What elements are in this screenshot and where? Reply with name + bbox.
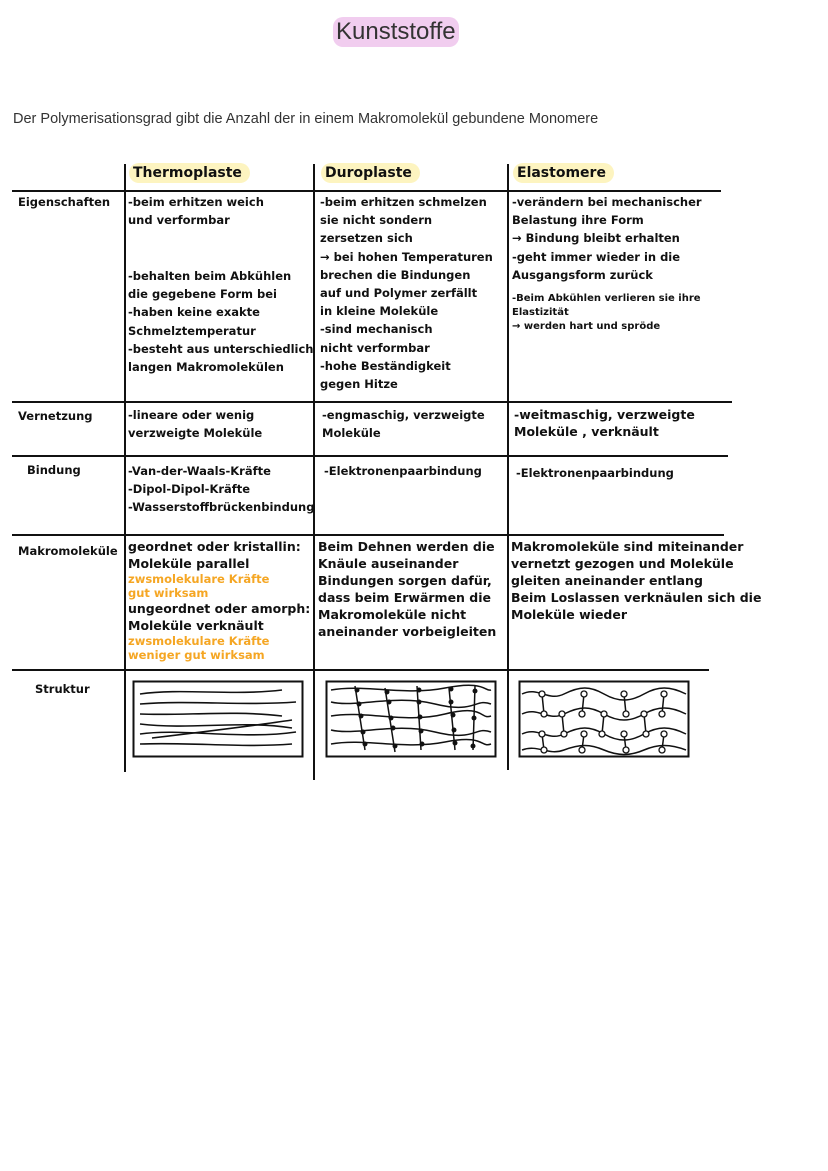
row-label-struktur: Struktur — [35, 682, 90, 696]
chain — [140, 732, 296, 735]
text-line: -behalten beim Abkühlen — [128, 269, 292, 283]
text-line: -Elektronenpaarbindung — [516, 466, 674, 480]
cell-thermo-eigenschaften-b — [128, 267, 313, 376]
node — [387, 700, 392, 705]
cell-elasto-eigenschaften-note — [512, 292, 701, 334]
text-line: -Beim Abkühlen verlieren sie ihre — [512, 293, 701, 304]
node — [449, 687, 454, 692]
cell-thermo-makromolekuele — [128, 538, 310, 662]
text-line: → werden hart und spröde — [512, 321, 661, 332]
node — [659, 747, 665, 753]
chain — [331, 739, 491, 744]
text-line: -engmaschig, verzweigte — [322, 408, 485, 422]
text-line: -verändern bei mechanischer — [512, 195, 702, 209]
page-title: Kunststoffe — [333, 17, 459, 47]
node — [473, 689, 478, 694]
text-line: Moleküle wieder — [511, 607, 628, 622]
text-line: → bei hohen Temperaturen — [320, 249, 493, 264]
chain — [140, 744, 292, 746]
orange-note: gut wirksam — [128, 586, 209, 600]
node — [579, 747, 585, 753]
cell-elasto-eigenschaften — [512, 193, 702, 284]
node — [539, 731, 545, 737]
text-line: ungeordnet oder amorph: — [128, 601, 311, 616]
column-header-thermoplaste: Thermoplaste — [129, 163, 250, 183]
node — [449, 700, 454, 705]
text-line: -lineare oder wenig — [128, 408, 255, 422]
grid-line — [12, 190, 721, 192]
text-line: -Dipol-Dipol-Kräfte — [128, 482, 251, 497]
node — [581, 731, 587, 737]
text-line: gegen Hitze — [320, 377, 398, 392]
node — [359, 714, 364, 719]
grid-line — [12, 401, 732, 403]
cell-thermo-bindung — [128, 462, 314, 517]
text-line: in kleine Moleküle — [320, 304, 439, 319]
text-line: Ausgangsform zurück — [512, 267, 653, 282]
text-line: Beim Loslassen verknäulen sich die — [511, 590, 762, 605]
cell-duro-makromolekuele — [318, 538, 496, 640]
node — [539, 691, 545, 697]
text-line: sie nicht sondern — [320, 213, 433, 228]
text-line: geordnet oder kristallin: — [128, 539, 301, 554]
orange-note: zwsmolekulare Kräfte — [128, 634, 270, 648]
node — [561, 731, 567, 737]
node — [393, 744, 398, 749]
text-line: -sind mechanisch — [320, 322, 433, 337]
text-line: Schmelztemperatur — [128, 323, 256, 338]
text-line: Moleküle parallel — [128, 556, 250, 571]
orange-note: weniger gut wirksam — [128, 648, 265, 662]
text-line: Beim Dehnen werden die — [318, 539, 495, 554]
node — [451, 713, 456, 718]
node — [661, 731, 667, 737]
node — [363, 742, 368, 747]
node — [623, 711, 629, 717]
text-line: Moleküle , verknäult — [514, 424, 659, 439]
text-line: dass beim Erwärmen die — [318, 590, 492, 605]
node — [541, 711, 547, 717]
text-line: zersetzen sich — [320, 231, 413, 246]
text-line: und verformbar — [128, 213, 230, 228]
node — [661, 691, 667, 697]
node — [579, 711, 585, 717]
grid-line — [12, 534, 724, 536]
cell-duro-bindung — [324, 462, 482, 480]
chain — [331, 728, 491, 735]
node — [452, 728, 457, 733]
node — [581, 691, 587, 697]
node — [601, 711, 607, 717]
node — [599, 731, 605, 737]
text-line: -Van-der-Waals-Kräfte — [128, 464, 271, 478]
cell-duro-eigenschaften — [320, 193, 493, 393]
cell-thermo-vernetzung — [128, 406, 262, 442]
cell-elasto-makromolekuele — [511, 538, 761, 623]
node — [643, 731, 649, 737]
text-line: Bindungen sorgen dafür, — [318, 573, 492, 588]
text-line: -besteht aus unterschiedlich — [128, 341, 314, 356]
cell-duro-vernetzung — [322, 406, 485, 442]
text-line: die gegebene Form bei — [128, 287, 277, 302]
text-line: langen Makromolekülen — [128, 360, 284, 375]
node — [541, 747, 547, 753]
text-line: brechen die Bindungen — [320, 267, 471, 282]
text-line: -weitmaschig, verzweigte — [514, 407, 695, 422]
text-line: Makromoleküle sind miteinander — [511, 539, 744, 554]
node — [357, 702, 362, 707]
text-line: Moleküle — [322, 426, 381, 441]
text-line: aneinander vorbeigleiten — [318, 624, 497, 639]
chain — [140, 713, 282, 716]
structure-elastomere — [518, 680, 690, 758]
chain — [331, 700, 491, 707]
structure-thermoplaste — [132, 680, 304, 758]
cell-elasto-vernetzung — [514, 406, 695, 440]
chain — [152, 720, 292, 738]
text-line: -Elektronenpaarbindung — [324, 464, 482, 478]
node — [355, 688, 360, 693]
node — [621, 731, 627, 737]
text-line: -beim erhitzen schmelzen — [320, 195, 487, 209]
orange-note: zwsmolekulare Kräfte — [128, 572, 270, 586]
text-line: vernetzt gezogen und Moleküle — [511, 556, 734, 571]
node — [389, 716, 394, 721]
row-label-eigenschaften: Eigenschaften — [18, 195, 111, 209]
text-line: Belastung ihre Form — [512, 213, 644, 228]
text-line: Knäule auseinander — [318, 556, 459, 571]
grid-line — [124, 164, 126, 772]
node — [417, 688, 422, 693]
grid-line — [12, 669, 709, 671]
node — [391, 726, 396, 731]
text-line: nicht verformbar — [320, 340, 430, 355]
node — [472, 716, 477, 721]
node — [418, 715, 423, 720]
text-line: Moleküle verknäult — [128, 618, 264, 633]
text-line: verzweigte Moleküle — [128, 426, 263, 441]
text-line: -haben keine exakte — [128, 305, 260, 320]
text-line: → Bindung bleibt erhalten — [512, 231, 680, 246]
chain — [140, 702, 296, 704]
node — [417, 700, 422, 705]
node — [659, 711, 665, 717]
text-line: gleiten aneinander entlang — [511, 573, 703, 588]
text-line: -geht immer wieder in die — [512, 249, 681, 264]
text-line: Elastizität — [512, 307, 569, 318]
node — [623, 747, 629, 753]
node — [385, 690, 390, 695]
column-header-duroplaste: Duroplaste — [321, 163, 420, 183]
column-header-elastomere: Elastomere — [513, 163, 614, 183]
cell-thermo-eigenschaften-a — [128, 193, 264, 229]
text-line: Makromoleküle nicht — [318, 607, 467, 622]
grid-line — [12, 455, 728, 457]
node — [420, 742, 425, 747]
row-label-vernetzung: Vernetzung — [18, 409, 93, 423]
text-line: -Wasserstoffbrückenbindung — [128, 500, 315, 515]
node — [471, 744, 476, 749]
node — [361, 730, 366, 735]
chain — [331, 711, 491, 718]
node — [621, 691, 627, 697]
row-label-makromolekuele: Makromoleküle — [18, 544, 118, 558]
node — [559, 711, 565, 717]
text-line: auf und Polymer zerfällt — [320, 286, 478, 301]
node — [641, 711, 647, 717]
node — [453, 741, 458, 746]
grid-line — [507, 164, 509, 770]
chain — [140, 690, 282, 694]
node — [419, 729, 424, 734]
chain — [140, 724, 292, 728]
row-label-bindung: Bindung — [27, 463, 81, 477]
structure-duroplaste — [325, 680, 497, 758]
text-line: -beim erhitzen weich — [128, 195, 264, 209]
text-line: -hohe Beständigkeit — [320, 358, 451, 373]
intro-text: Der Polymerisationsgrad gibt die Anzahl der in einem Makromolekül gebundene Monomere — [13, 111, 599, 127]
cell-elasto-bindung — [516, 464, 674, 482]
